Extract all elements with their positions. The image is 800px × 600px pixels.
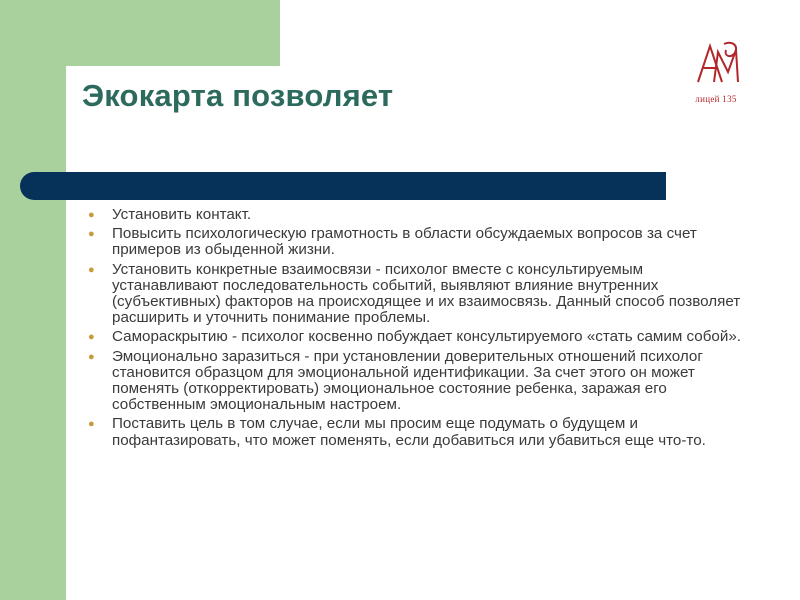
bullet-icon: ● [88,209,95,221]
list-item-text: Установить контакт. [112,206,252,223]
list-item-text: Установить конкретные взаимосвязи - психолог вместе с консультируемым устанавливают последовательность событий, выявляют влияние внутренних (субъективных) факторов на происходящее и их взаимосвязь. Данный способ позволяет расширить и уточнить понимание проблемы. [112,260,741,327]
list-item [88,226,748,258]
logo-caption: лицей 135 [695,94,737,104]
header-divider-bar [20,172,666,200]
green-top-band [0,0,280,66]
slide-title: Экокарта позволяет [82,78,394,113]
logo-emblem-icon [688,38,748,98]
list-item [88,207,748,223]
bullet-icon: ● [88,350,95,363]
list-item [88,262,748,327]
bullet-icon: ● [88,331,95,344]
bullet-icon: ● [88,263,95,276]
bullet-list [88,207,748,452]
list-item-text: Эмоционально заразиться - при установлении доверительных отношений психолог становится образцом для эмоциональной идентификации. За счет этого он может поменять (откорректировать) эмоциональное состояние ребенка, заражая его собственным эмоциональным настроем. [112,347,703,414]
list-item-text: Повысить психологическую грамотность в области обсуждаемых вопросов за счет примеров из обыденной жизни. [112,225,697,259]
list-item-text: Самораскрытию - психолог косвенно побуждает консультируемого «стать самим собой». [112,328,741,346]
bullet-icon: ● [88,418,95,431]
list-item [88,329,748,345]
bullet-icon: ● [88,228,95,241]
list-item [88,349,748,414]
list-item-text: Поставить цель в том случае, если мы просим еще подумать о будущем и пофантазировать, что может поменять, если добавиться или убавиться еще что-то. [112,415,706,449]
green-sidebar [0,0,66,600]
list-item [88,416,748,448]
